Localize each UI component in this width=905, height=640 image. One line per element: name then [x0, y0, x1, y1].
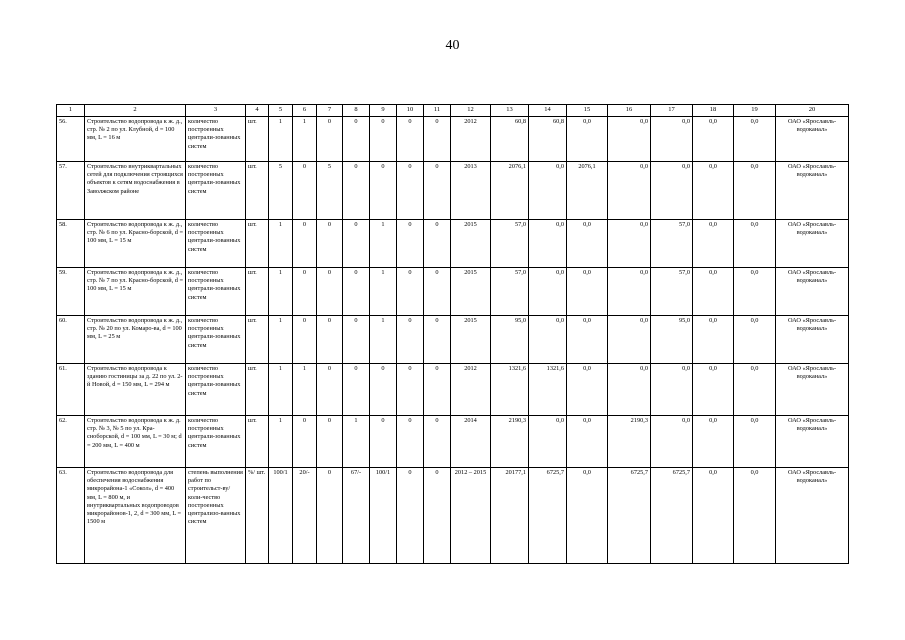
- table-cell: 0: [397, 268, 424, 316]
- table-cell: 1: [269, 268, 293, 316]
- table-row: [57, 220, 849, 268]
- table-cell: ОАО «Ярославль-водоканал»: [776, 117, 849, 162]
- table-cell: Строительство водопровода к зданию гостиницы за д. 22 по ул. 2-й Новой, d = 150 мм, L = 294 м: [85, 364, 186, 416]
- table-cell: 0,0: [693, 316, 734, 364]
- table-cell: 0: [397, 468, 424, 564]
- table-cell: 57,0: [491, 268, 529, 316]
- table-cell: шт.: [246, 416, 269, 468]
- table-cell: 0: [397, 117, 424, 162]
- table-cell: 0: [424, 220, 451, 268]
- table-cell: 100/1: [269, 468, 293, 564]
- table-cell: 0: [343, 316, 370, 364]
- table-cell: 60,8: [491, 117, 529, 162]
- table-cell: 0: [293, 316, 317, 364]
- table-cell: 0,0: [693, 162, 734, 220]
- table-cell: 0,0: [651, 416, 693, 468]
- table-cell: 0,0: [693, 268, 734, 316]
- table-cell: шт.: [246, 364, 269, 416]
- table-cell: 5: [317, 162, 343, 220]
- table-cell: 0,0: [693, 416, 734, 468]
- table-cell: 0: [397, 316, 424, 364]
- table-cell: 56.: [57, 117, 85, 162]
- table-cell: количество построенных централи-зованных систем: [186, 416, 246, 468]
- table-cell: 0,0: [567, 220, 608, 268]
- column-header: 13: [491, 105, 529, 117]
- table-cell: 0: [397, 364, 424, 416]
- column-header: 4: [246, 105, 269, 117]
- table-cell: шт.: [246, 220, 269, 268]
- table-cell: 62.: [57, 416, 85, 468]
- table-row: [57, 468, 849, 564]
- table-cell: 1: [269, 220, 293, 268]
- table-cell: 0: [370, 364, 397, 416]
- table-cell: 6725,7: [608, 468, 651, 564]
- table-cell: 1321,6: [529, 364, 567, 416]
- table-cell: 2014: [451, 416, 491, 468]
- table-cell: 0: [317, 220, 343, 268]
- table-cell: 0: [343, 364, 370, 416]
- table-cell: 0: [343, 268, 370, 316]
- table-cell: 0,0: [693, 220, 734, 268]
- table-cell: 1321,6: [491, 364, 529, 416]
- table-cell: 0,0: [693, 364, 734, 416]
- table-cell: 67/-: [343, 468, 370, 564]
- table-row: [57, 117, 849, 162]
- table-cell: ОАО «Ярославль-водоканал»: [776, 268, 849, 316]
- column-header: 6: [293, 105, 317, 117]
- table-cell: 2012: [451, 364, 491, 416]
- table-cell: 0,0: [529, 268, 567, 316]
- table-cell: 2015: [451, 316, 491, 364]
- table-cell: 0: [424, 117, 451, 162]
- table-cell: 1: [370, 268, 397, 316]
- table-row: [57, 268, 849, 316]
- table-cell: 1: [343, 416, 370, 468]
- table-cell: 0: [343, 220, 370, 268]
- table-cell: 0,0: [608, 364, 651, 416]
- table-cell: 0,0: [651, 117, 693, 162]
- program-table: [56, 104, 849, 564]
- column-header: 8: [343, 105, 370, 117]
- table-cell: ОАО «Ярославль-водоканал»: [776, 364, 849, 416]
- table-cell: 0,0: [567, 416, 608, 468]
- table-cell: шт.: [246, 117, 269, 162]
- table-cell: 2013: [451, 162, 491, 220]
- table-cell: 0: [293, 268, 317, 316]
- table-cell: 0: [370, 162, 397, 220]
- table-cell: количество построенных централи-зованных систем: [186, 268, 246, 316]
- table-cell: 2015: [451, 220, 491, 268]
- table-cell: 57,0: [491, 220, 529, 268]
- table-cell: 0: [424, 416, 451, 468]
- table-cell: 0,0: [567, 468, 608, 564]
- table-cell: 1: [370, 220, 397, 268]
- table-cell: 1: [293, 364, 317, 416]
- table-cell: 0,0: [567, 316, 608, 364]
- table-cell: 0: [424, 268, 451, 316]
- table-cell: 5: [269, 162, 293, 220]
- table-cell: 0: [397, 162, 424, 220]
- column-header: 11: [424, 105, 451, 117]
- table-cell: 0: [424, 162, 451, 220]
- table-cell: 0: [317, 316, 343, 364]
- table-cell: ОАО «Ярославль-водоканал»: [776, 416, 849, 468]
- table-cell: 0,0: [529, 316, 567, 364]
- table-cell: 1: [269, 117, 293, 162]
- table-cell: 2012 – 2015: [451, 468, 491, 564]
- column-header: 1: [57, 105, 85, 117]
- table-cell: 0,0: [608, 268, 651, 316]
- table-cell: шт.: [246, 268, 269, 316]
- table-cell: 0,0: [567, 364, 608, 416]
- table-cell: 1: [269, 316, 293, 364]
- table-cell: 57,0: [651, 268, 693, 316]
- table-cell: 1: [269, 416, 293, 468]
- column-header: 18: [693, 105, 734, 117]
- table-cell: 0,0: [567, 268, 608, 316]
- table-cell: 0: [397, 220, 424, 268]
- table-cell: ОАО «Ярославль-водоканал»: [776, 220, 849, 268]
- table-row: [57, 416, 849, 468]
- table-cell: Строительство водопровода к ж. д., стр. № 6 по ул. Красно-борской, d = 100 мм, L = 15 м: [85, 220, 186, 268]
- table-cell: 0: [317, 468, 343, 564]
- column-header: 10: [397, 105, 424, 117]
- table-cell: 2015: [451, 268, 491, 316]
- table-row: [57, 364, 849, 416]
- table-cell: 2190,3: [608, 416, 651, 468]
- table-cell: 0,0: [608, 117, 651, 162]
- table-cell: 1: [293, 117, 317, 162]
- table-cell: 0,0: [608, 316, 651, 364]
- table-cell: 95,0: [651, 316, 693, 364]
- table-cell: Строительство водопровода к ж. д., стр. № 7 по ул. Красно-борской, d = 100 мм, L = 15 м: [85, 268, 186, 316]
- table-cell: 0,0: [651, 162, 693, 220]
- table-cell: 0: [424, 364, 451, 416]
- table-cell: 60.: [57, 316, 85, 364]
- column-header: 15: [567, 105, 608, 117]
- table-cell: 60,8: [529, 117, 567, 162]
- table-cell: 0,0: [567, 117, 608, 162]
- table-cell: 0: [397, 416, 424, 468]
- table-cell: 6725,7: [651, 468, 693, 564]
- table-cell: 0,0: [529, 220, 567, 268]
- table-cell: количество построенных централи-зованных систем: [186, 364, 246, 416]
- table-row: [57, 316, 849, 364]
- table-cell: 0: [343, 117, 370, 162]
- column-header: 3: [186, 105, 246, 117]
- table-cell: количество построенных централи-зованных систем: [186, 162, 246, 220]
- table-row: [57, 162, 849, 220]
- table-cell: 0,0: [734, 220, 776, 268]
- table-cell: 0,0: [734, 162, 776, 220]
- table-cell: 0,0: [734, 117, 776, 162]
- page-number: 40: [445, 38, 460, 53]
- column-header: 16: [608, 105, 651, 117]
- table-cell: 1: [370, 316, 397, 364]
- table-header-row: [57, 105, 849, 117]
- table-cell: Строительство водопровода к ж. д. стр. № 3, № 5 по ул. Кра-сноборской, d = 100 мм, L = 30 м; d = 200 мм, L = 400 м: [85, 416, 186, 468]
- column-header: 2: [85, 105, 186, 117]
- table-cell: 0: [424, 316, 451, 364]
- table-cell: 0: [293, 416, 317, 468]
- table-cell: 0: [293, 220, 317, 268]
- table-cell: 0: [293, 162, 317, 220]
- table-cell: 0,0: [608, 220, 651, 268]
- table-cell: 0,0: [734, 468, 776, 564]
- table-cell: 61.: [57, 364, 85, 416]
- table-cell: 59.: [57, 268, 85, 316]
- table-cell: шт.: [246, 316, 269, 364]
- column-header: 19: [734, 105, 776, 117]
- table-cell: 0: [317, 416, 343, 468]
- table-cell: 2012: [451, 117, 491, 162]
- table-cell: 0: [317, 364, 343, 416]
- table-cell: 0,0: [529, 416, 567, 468]
- table-cell: Строительство водопровода для обеспечения водоснабжения микрорайона-1 «Сокол», d = 400 мм, L = 800 м, и внутриквартальных водопроводов микрорайонов-1, 2, d = 300 мм, L = 1500 м: [85, 468, 186, 564]
- table-cell: 57,0: [651, 220, 693, 268]
- table-cell: %/ шт.: [246, 468, 269, 564]
- table-cell: 2076,1: [491, 162, 529, 220]
- table-cell: 0,0: [734, 268, 776, 316]
- table-cell: количество построенных централи-зованных систем: [186, 117, 246, 162]
- table-cell: 0,0: [651, 364, 693, 416]
- table-cell: 0: [370, 117, 397, 162]
- table-cell: 2076,1: [567, 162, 608, 220]
- table-cell: 0,0: [608, 162, 651, 220]
- table-cell: 0: [424, 468, 451, 564]
- table-cell: 0,0: [734, 316, 776, 364]
- table-cell: 57.: [57, 162, 85, 220]
- table-cell: 58.: [57, 220, 85, 268]
- table-cell: ОАО «Ярославль-водоканал»: [776, 316, 849, 364]
- table-cell: 0: [317, 117, 343, 162]
- table-cell: 95,0: [491, 316, 529, 364]
- table-cell: 0,0: [734, 416, 776, 468]
- table-cell: 2190,3: [491, 416, 529, 468]
- table-cell: количество построенных централи-зованных систем: [186, 220, 246, 268]
- column-header: 5: [269, 105, 293, 117]
- column-header: 7: [317, 105, 343, 117]
- table-cell: ОАО «Ярославль-водоканал»: [776, 468, 849, 564]
- table-cell: 0,0: [734, 364, 776, 416]
- table-cell: Строительство водопровода к ж. д., стр. № 20 по ул. Комаро-ва, d = 100 мм, L = 25 м: [85, 316, 186, 364]
- table-cell: 0,0: [693, 468, 734, 564]
- table-cell: 20177,1: [491, 468, 529, 564]
- column-header: 20: [776, 105, 849, 117]
- table-cell: 100/1: [370, 468, 397, 564]
- table-cell: 0: [343, 162, 370, 220]
- table-cell: 0: [370, 416, 397, 468]
- table-cell: количество построенных централи-зованных систем: [186, 316, 246, 364]
- table-cell: степень выполнения работ по строительст-ву/ коли-чество построенных централизо-ванных систем: [186, 468, 246, 564]
- column-header: 17: [651, 105, 693, 117]
- table-cell: 0,0: [529, 162, 567, 220]
- table-cell: ОАО «Ярославль-водоканал»: [776, 162, 849, 220]
- table-cell: 0: [317, 268, 343, 316]
- table-cell: 20/-: [293, 468, 317, 564]
- column-header: 14: [529, 105, 567, 117]
- column-header: 9: [370, 105, 397, 117]
- table-cell: 6725,7: [529, 468, 567, 564]
- column-header: 12: [451, 105, 491, 117]
- table-cell: 1: [269, 364, 293, 416]
- table-cell: 0,0: [693, 117, 734, 162]
- table-cell: Строительство водопровода к ж. д., стр. № 2 по ул. Клубной, d = 100 мм, L = 16 м: [85, 117, 186, 162]
- table-cell: шт.: [246, 162, 269, 220]
- table-cell: Строительство внутриквартальных сетей для подключения строящихся объектов к сетям водоснабжения в Заволжском районе: [85, 162, 186, 220]
- table-cell: 63.: [57, 468, 85, 564]
